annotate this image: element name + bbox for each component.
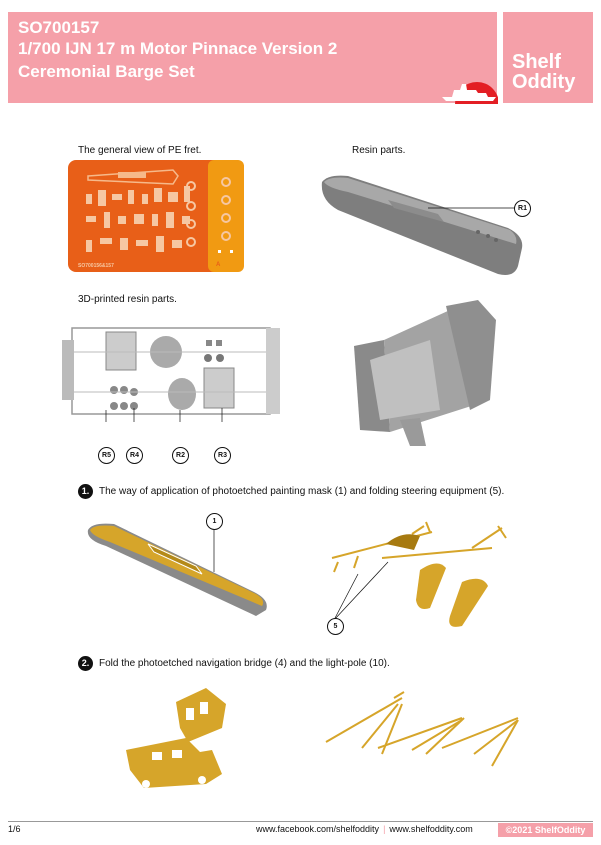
- callout-r3: R3: [214, 447, 231, 464]
- step-2-text: Fold the photoetched navigation bridge (4) and the light-pole (10).: [99, 658, 390, 669]
- resin-parts-caption: Resin parts.: [352, 145, 406, 156]
- step-2-number: 2.: [78, 656, 93, 671]
- callout-r5: R5: [98, 447, 115, 464]
- product-subtitle: Ceremonial Barge Set: [18, 62, 195, 81]
- callout-r1: R1: [514, 200, 531, 217]
- facebook-link[interactable]: www.facebook.com/shelfoddity: [256, 824, 380, 834]
- pe-fret-caption: The general view of PE fret.: [78, 145, 202, 156]
- footer-links: www.facebook.com/shelfoddity | www.shelfoddity.com: [256, 824, 473, 834]
- hull-mask-illustration: [84, 516, 274, 620]
- header-banner: [8, 12, 497, 103]
- fret-mark-label: A: [216, 262, 221, 268]
- step-2: [78, 656, 390, 671]
- product-title: 1/700 IJN 17 m Motor Pinnace Version 2: [18, 39, 338, 58]
- copyright-badge: ©2021 ShelfOddity: [498, 823, 593, 837]
- printed-block-illustration: [350, 300, 500, 448]
- callout-5: 5: [327, 618, 344, 635]
- step-1-number: 1.: [78, 484, 93, 499]
- ship-emblem-icon: [440, 70, 498, 104]
- light-pole-illustration: [322, 688, 522, 784]
- callout-1: 1: [206, 513, 223, 530]
- brand-line2: Oddity: [512, 71, 576, 93]
- page-number: 1/6: [8, 824, 21, 834]
- printed-sprue-illustration: [62, 322, 280, 422]
- callout-r2: R2: [172, 447, 189, 464]
- brand-line1: Shelf: [512, 51, 561, 73]
- brand-logo: [503, 12, 593, 103]
- website-link[interactable]: www.shelfoddity.com: [389, 824, 473, 834]
- product-code: SO700157: [18, 18, 100, 37]
- fret-code-label: SO700156&157: [78, 263, 114, 269]
- navigation-bridge-illustration: [126, 688, 246, 800]
- step-1-text: The way of application of photoetched painting mask (1) and folding steering equipment (5).: [99, 486, 505, 497]
- steering-gear-illustration: [322, 512, 522, 636]
- callout-r4: R4: [126, 447, 143, 464]
- footer-divider: [8, 821, 593, 822]
- step-1: [78, 484, 504, 499]
- printed-parts-caption: 3D-printed resin parts.: [78, 294, 177, 305]
- pe-fret-illustration: [68, 160, 244, 272]
- resin-hull-illustration: [318, 170, 538, 280]
